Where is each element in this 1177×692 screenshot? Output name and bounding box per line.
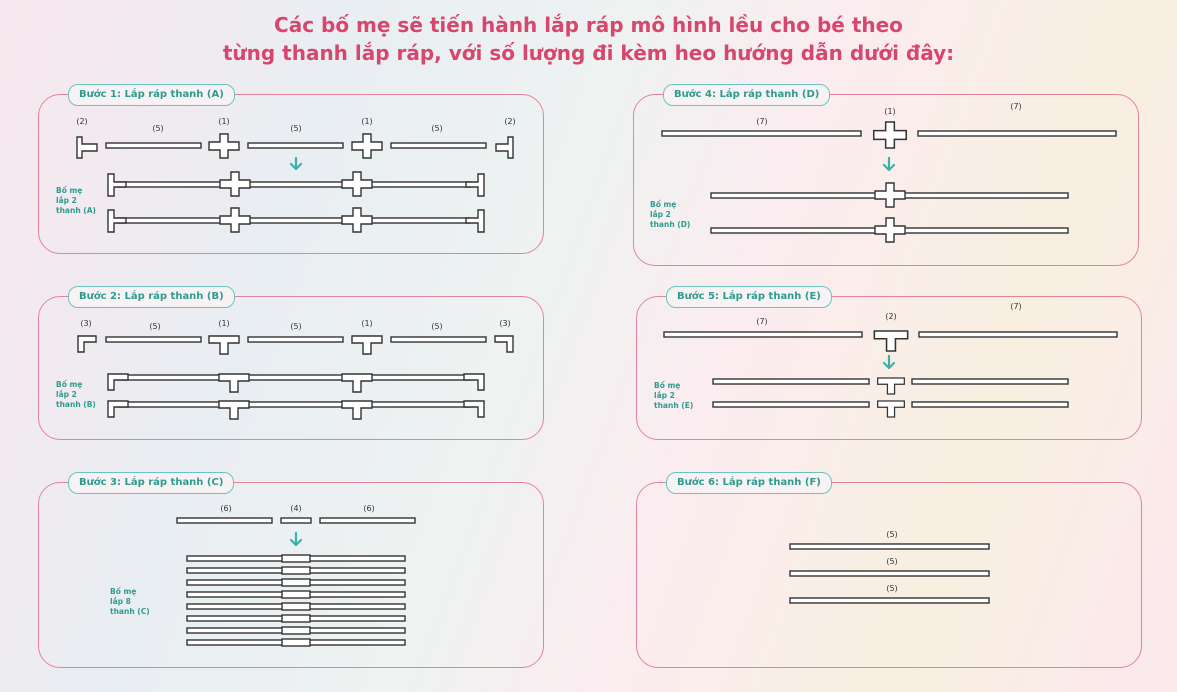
step-2-label-6: (5) — [431, 322, 443, 331]
step-4-note: Bố mẹ lắp 2 thanh (D) — [650, 200, 691, 229]
step-3-title: Bước 3: Lắp ráp thanh (C) — [68, 472, 234, 494]
page-title-line-1: Các bố mẹ sẽ tiến hành lắp ráp mô hình lều cho bé theo — [274, 13, 903, 37]
step-6-label-3: (5) — [886, 584, 898, 593]
step-4-title: Bước 4: Lắp ráp thanh (D) — [663, 84, 830, 106]
page-title-line-2: từng thanh lắp ráp, với số lượng đi kèm heo hướng dẫn dưới đây: — [222, 41, 955, 65]
step-5-label-1: (7) — [756, 317, 768, 326]
step-1-panel — [38, 94, 544, 254]
step-1-label-5: (1) — [361, 117, 373, 126]
step-1-label-3: (1) — [218, 117, 230, 126]
step-1-label-4: (5) — [290, 124, 302, 133]
step-2-label-2: (5) — [149, 322, 161, 331]
step-3-label-3: (6) — [363, 504, 375, 513]
step-2-label-7: (3) — [499, 319, 511, 328]
step-6-title: Bước 6: Lắp ráp thanh (F) — [666, 472, 832, 494]
step-2-label-5: (1) — [361, 319, 373, 328]
step-5-label-2: (2) — [885, 312, 897, 321]
step-1-title: Bước 1: Lắp ráp thanh (A) — [68, 84, 235, 106]
step-2-label-4: (5) — [290, 322, 302, 331]
step-3-panel — [38, 482, 544, 668]
step-4-label-2: (1) — [884, 107, 896, 116]
step-2-label-3: (1) — [218, 319, 230, 328]
step-3-label-1: (6) — [220, 504, 232, 513]
step-2-note: Bố mẹ lắp 2 thanh (B) — [56, 380, 96, 409]
step-5-title: Bước 5: Lắp ráp thanh (E) — [666, 286, 832, 308]
step-2-title: Bước 2: Lắp ráp thanh (B) — [68, 286, 235, 308]
step-6-label-2: (5) — [886, 557, 898, 566]
step-4-label-1: (7) — [756, 117, 768, 126]
step-6-panel — [636, 482, 1142, 668]
step-3-label-2: (4) — [290, 504, 302, 513]
step-1-label-7: (2) — [504, 117, 516, 126]
step-5-note: Bố mẹ lắp 2 thanh (E) — [654, 381, 694, 410]
step-2-panel — [38, 296, 544, 440]
step-1-note: Bố mẹ lắp 2 thanh (A) — [56, 186, 96, 215]
step-4-label-3: (7) — [1010, 102, 1022, 111]
step-5-label-3: (7) — [1010, 302, 1022, 311]
step-3-note: Bố mẹ lắp 8 thanh (C) — [110, 587, 150, 616]
step-5-panel — [636, 296, 1142, 440]
step-1-label-1: (2) — [76, 117, 88, 126]
step-1-label-6: (5) — [431, 124, 443, 133]
step-2-label-1: (3) — [80, 319, 92, 328]
step-6-label-1: (5) — [886, 530, 898, 539]
step-4-panel — [633, 94, 1139, 266]
step-1-label-2: (5) — [152, 124, 164, 133]
